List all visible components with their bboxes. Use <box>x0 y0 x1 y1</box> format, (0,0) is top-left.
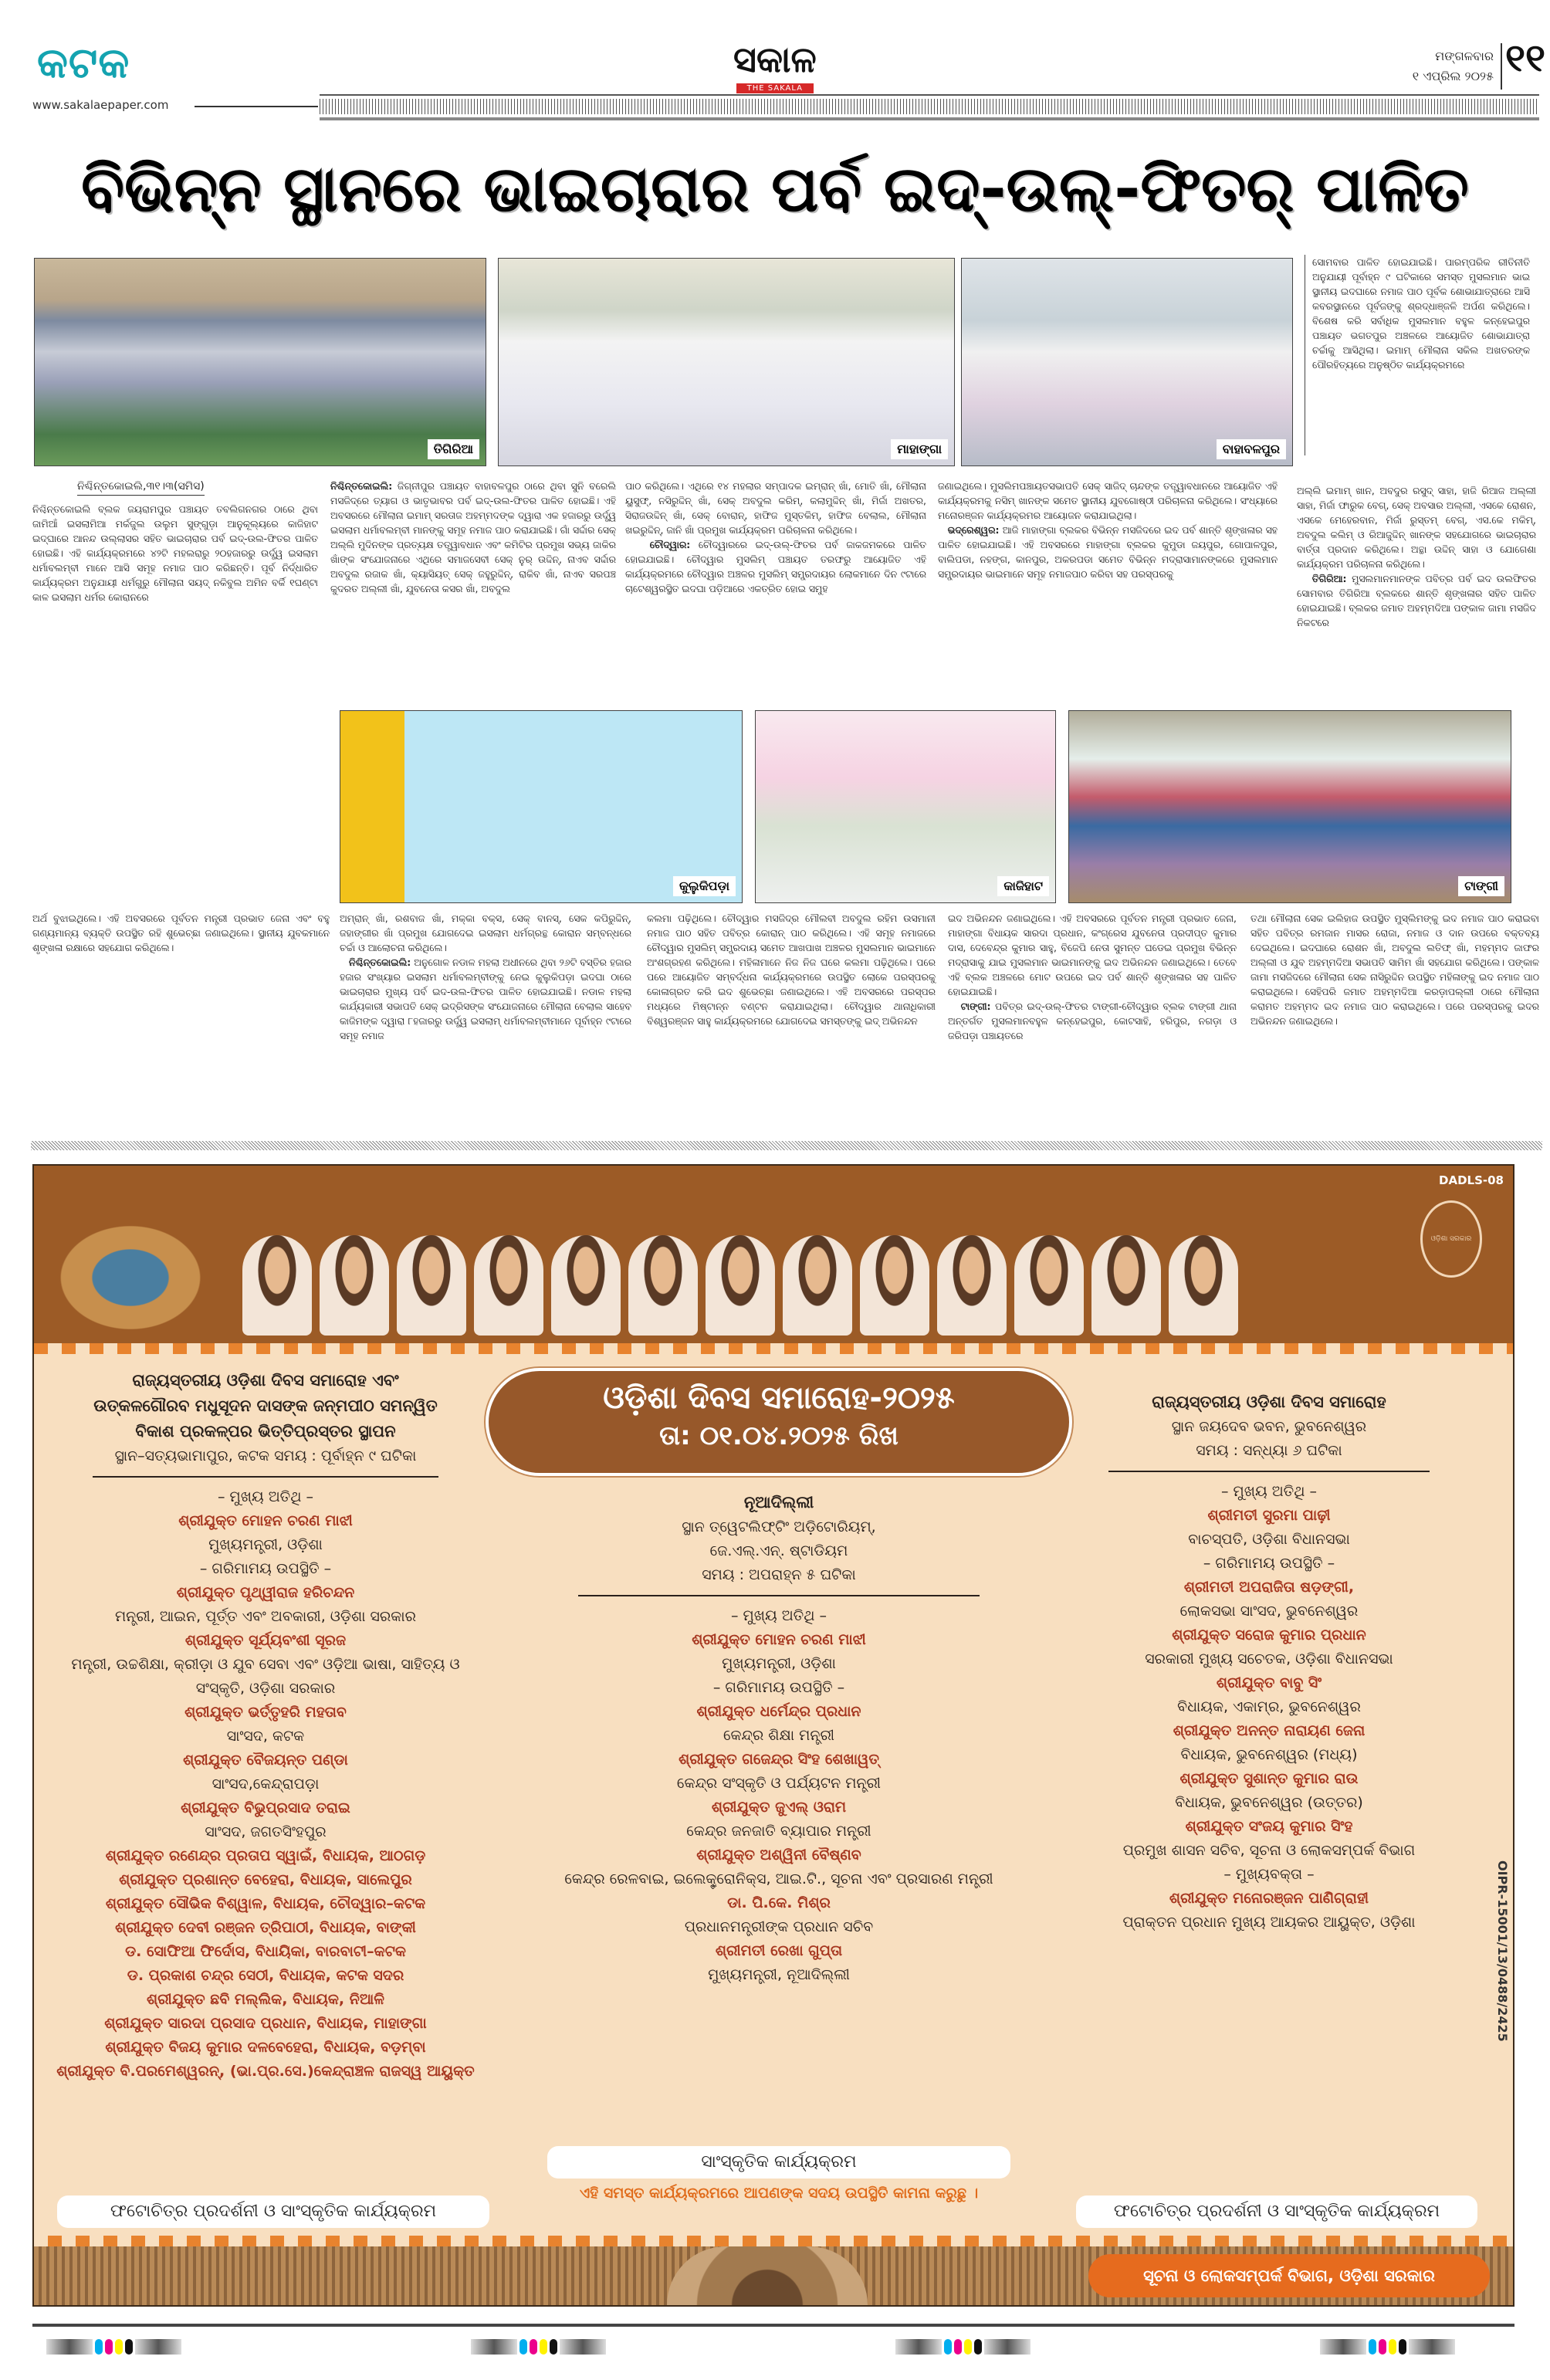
place-lead: ଭଦ୍ରେଶ୍ୱର: <box>947 524 1000 536</box>
event-heading: ରାଜ୍ୟସ୍ତରୀୟ ଓଡ଼ିଶା ଦିବସ ସମାରୋହ <box>1152 1393 1386 1411</box>
place-lead: ନିଶ୍ଚିନ୍ତକୋଇଲି: <box>349 956 411 968</box>
guest-name: ଶ୍ରୀଯୁକ୍ତ ଅଶ୍ୱିନୀ ବୈଷ୍ଣବ <box>696 1847 861 1864</box>
mla-entry: ଶ୍ରୀଯୁକ୍ତ ଦେବୀ ରଞ୍ଜନ ତ୍ରିପାଠୀ, ବିଧାୟକ, ବାଙ୍କୀ <box>115 1919 416 1936</box>
mla-entry: ଶ୍ରୀଯୁକ୍ତ ପ୍ରଶାନ୍ତ ବେହେରା, ବିଧାୟକ, ସାଲେପୁର <box>119 1871 412 1888</box>
guest-title: କେନ୍ଦ୍ର ସଂସ୍କୃତି ଓ ପର୍ଯ୍ୟଟନ ମନ୍ତ୍ରୀ <box>676 1775 882 1792</box>
guest-name: ଶ୍ରୀଯୁକ୍ତ ଅନନ୍ତ ନାରାୟଣ ଜେନା <box>1173 1722 1366 1739</box>
ad-code: DADLS-08 <box>1439 1173 1504 1187</box>
article-column: ସୋମବାର ପାଳିତ ହୋଇଯାଇଛି। ପାରମ୍ପରିକ ରୀତିନୀତି ଅନୁଯାୟୀ ପୂର୍ବାହ୍ନ ୯ ଘଟିକାରେ ସମସ୍ତ ମୁସଲମାନ ଭାଇ ସ୍ଥାନୀୟ ଇଦଘାରେ ନମାଜ ପାଠ ପୂର୍ବକ ଶୋଭାଯାତ୍ରାରେ ଆସି କବରସ୍ଥାନରେ ପୂର୍ବଜଙ୍କୁ ଶ୍ରଦ୍ଧାଞ୍ଜଳି ଅର୍ପଣ କରିଥିଲେ। ବିଶେଷ କରି ସର୍ବାଧିକ ମୁସଲମାନ ବହୁଳ କନ୍ହେଇପୁର ପଞ୍ଚାୟତ ଭଗତପୁର ଅଞ୍ଚଳରେ ଆୟୋଜିତ ଶୋଭାଯାତ୍ରା ଚର୍ଚ୍ଚାକୁ ଆସିଥିଲା। ଇମାମ୍ ମୌଲାନା ସକିଲ ଅଖତରଙ୍କ ପୌରହିତ୍ୟରେ ଅନୁଷ୍ଠିତ କାର୍ଯ୍ୟକ୍ରମରେ <box>1312 256 1530 371</box>
ornament-divider <box>578 1590 980 1601</box>
portrait-image <box>628 1235 698 1336</box>
chief-guest-title: ମୁଖ୍ୟମନ୍ତ୍ରୀ, ଓଡ଼ିଶା <box>722 1655 836 1672</box>
header-rule <box>320 94 1539 96</box>
guest-name: ଶ୍ରୀଯୁକ୍ତ ବିଭୁପ୍ରସାଦ ତରାଇ <box>181 1799 350 1816</box>
chief-guest-label: – ମୁଖ୍ୟ ଅତିଥି – <box>731 1607 827 1624</box>
portrait-image <box>1014 1235 1084 1336</box>
decorative-border <box>34 2236 1513 2246</box>
article-column <box>1297 483 1536 630</box>
guest-name: ଶ୍ରୀଯୁକ୍ତ ଭର୍ତ୍ତୃହରି ମହତାବ <box>184 1704 347 1721</box>
news-photo[interactable] <box>755 710 1056 903</box>
portrait-image <box>860 1235 929 1336</box>
photo-exhibition-label: ଫଟୋଚିତ୍ର ପ୍ରଦର୍ଶନୀ ଓ ସାଂସ୍କୃତିକ କାର୍ଯ୍ୟକ୍ରମ <box>57 2195 489 2228</box>
event-time: ସମୟ : ଅପରାହ୍ନ ୫ ଘଟିକା <box>702 1566 856 1583</box>
guest-name: ଶ୍ରୀଯୁକ୍ତ ଜୁଏଲ୍ ଓରାମ <box>711 1799 847 1816</box>
guest-name: ଶ୍ରୀଯୁକ୍ତ ଗଜେନ୍ଦ୍ର ସିଂହ ଶେଖାୱତ୍ <box>679 1751 879 1768</box>
article-column: କଲମା ପଢ଼ିଥିଲେ। ଚୌଦ୍ୱାର ମସଜିଦ୍‌ର ମୌଲବୀ ଅବଦୁଲ ରହିମ ଉସମାନୀ ନମାଜ ପାଠ ସହିତ ପବିତ୍ର କୋରାନ୍ ପାଠ କରିଥିଲେ। ଏହି ସମୂହ ନମାଜରେ ଚୌଦ୍ୱାର ମୁସଲିମ୍ ସମ୍ପ୍ରଦାୟ ସମେତ ଆଖପାଖ ଅଞ୍ଚଳର ମୁସଲମାନ ଭାଇମାନେ ଅଂଶଗ୍ରହଣ କରିଥିଲେ। ମହିଳାମାନେ ନିଜ ନିଜ ଘରେ କଲମା ପଢ଼ିଥିଲେ। ପରେ ପରେ ଆୟୋଜିତ ସମ୍ବର୍ଦ୍ଧନା କାର୍ଯ୍ୟକ୍ରମରେ ଉପସ୍ଥିତ ଲୋକେ ପରସ୍ପରକୁ କୋଳାଗ୍ରତ କରି ଇଦ ଶୁଭେଚ୍ଛା ଜଣାଇଥିଲେ। ଏହି ଅବସରରେ ପରସ୍ପର ମଧ୍ୟରେ ମିଷ୍ଟାନ୍ନ ବଣ୍ଟନ କରାଯାଇଥିଲା। ଚୌଦ୍ୱାର ଥାନାଧିକାରୀ ବିଶ୍ୱରଞ୍ଜନ ସାହୁ କାର୍ଯ୍ୟକ୍ରମରେ ଯୋଗଦେଇ ସମସ୍ତଙ୍କୁ ଇଦ୍ ଅଭିନନ୍ଦନ <box>647 912 936 1027</box>
chief-guest-name: ଶ୍ରୀଯୁକ୍ତ ମୋହନ ଚରଣ ମାଝୀ <box>178 1512 353 1529</box>
guest-title: ମନ୍ତ୍ରୀ, ଉଚ୍ଚଶିକ୍ଷା, କ୍ରୀଡ଼ା ଓ ଯୁବ ସେବା ଏବଂ ଓଡ଼ିଆ ଭାଷା, ସାହିତ୍ୟ ଓ ସଂସ୍କୃତି, ଓଡ଼ିଶା ସରକାର <box>71 1656 460 1697</box>
portrait-image <box>1169 1235 1238 1336</box>
column-text: ଜଣାଇଥିଲେ। ମୁସଲିମପଞ୍ଚାୟତସଭାପତି ସେକ୍ ସାଜିଦ୍ ଚାନ୍ଦଙ୍କ ତତ୍ତ୍ୱାବଧାନରେ ଆୟୋଜିତ ଏହି କାର୍ଯ୍ୟକ୍ରମକୁ ନସିମ୍ ଖାନଙ୍କ ସମେତ ସ୍ଥାନୀୟ ଯୁବଗୋଷ୍ଠୀ ପରିଚାଳନା କରିଥିଲେ। ସଂଧ୍ୟାରେ ମନୋରଞ୍ଜନ କାର୍ଯ୍ୟକ୍ରମର ଆୟୋଜନ କରାଯାଇଥିଲା। <box>938 480 1278 521</box>
logo-text: ସକାଳ <box>733 39 817 80</box>
emblem-text: ଓଡ଼ିଶା ସରକାର <box>1430 1235 1472 1243</box>
guest-name: ଶ୍ରୀଯୁକ୍ତ ସୂର୍ଯ୍ୟବଂଶୀ ସୂରଜ <box>184 1632 347 1649</box>
news-photo[interactable] <box>961 258 1293 466</box>
portrait-image <box>937 1235 1007 1336</box>
mla-entry: ଶ୍ରୀଯୁକ୍ତ ବି.ପରମେଶ୍ୱରନ୍, (ଭା.ପ୍ର.ସେ.)କେନ୍ଦ୍ରାଞ୍ଚଳ ରାଜସ୍ୱ ଆୟୁକ୍ତ <box>56 2063 475 2080</box>
venue: ଜେ.ଏଲ୍.ଏନ୍. ଷ୍ଟାଡିୟମ <box>709 1542 848 1559</box>
guest-name: ଡା. ପି.କେ. ମିଶ୍ର <box>727 1894 831 1911</box>
guest-title: ସରକାରୀ ମୁଖ୍ୟ ସଚେତକ, ଓଡ଼ିଶା ବିଧାନସଭା <box>1145 1650 1393 1667</box>
portrait-image <box>474 1235 543 1336</box>
release-code: OIPR-15001/13/0488/2425 <box>1495 1860 1510 2042</box>
photo-caption: କୁଲୁକିପଡ଼ା <box>673 876 736 896</box>
speaker-name: ଶ୍ରୀଯୁକ୍ତ ମନୋରଞ୍ଜନ ପାଣିଗ୍ରାହୀ <box>1169 1890 1369 1907</box>
article-column <box>948 911 1237 1043</box>
guest-title: କେନ୍ଦ୍ର ଶିକ୍ଷା ମନ୍ତ୍ରୀ <box>723 1727 835 1744</box>
color-registration-mark <box>895 2339 1031 2355</box>
photo-caption: ତିଗିରିଆ <box>428 439 479 459</box>
chief-guest-title: ବାଚସ୍ପତି, ଓଡ଼ିଶା ବିଧାନସଭା <box>1188 1531 1350 1548</box>
column-text: ପାଠ କରିଥିଲେ। ଏଥିରେ ୧୪ ମହଲାର ସମ୍ପାଦକ ଇମ୍ରାନ୍ ଖାଁ, ମୋତି ଖାଁ, ମୌଲାନା ୟୁସୁଫ୍, ନସିରୁଦ୍ଦିନ୍ ଖାଁ, ସେକ୍ ଅବଦୁଲ କରିମ୍, କଲାମୁଦ୍ଦିନ୍ ଖାଁ, ମିର୍ଜା ଅଖତର, ସିରାଜଉଦ୍ଦିନ୍ ଖାଁ, ସେକ୍ ବୋରାନ୍, ହାଫିଜ ମୁସ୍ତକିମ୍, ହାଫିଜ ବେଲାଲ, ମୌଲାନା ଖଇରୁଦ୍ଦିନ୍, ଜାନି ଖାଁ ପ୍ରମୁଖ କାର୍ଯ୍ୟକ୍ରମ ପରିଚାଳନା କରିଥିଲେ। <box>625 480 926 536</box>
portrait-image <box>242 1235 312 1336</box>
guests-label: – ଗରିମାମୟ ଉପସ୍ଥିତି – <box>712 1679 845 1696</box>
guest-name: ଶ୍ରୀମତୀ ରେଖା ଗୁପ୍ତା <box>715 1942 843 1959</box>
place-lead: ତିଗିରିଆ: <box>1311 573 1347 584</box>
photo-exhibition-label: ଫଟୋଚିତ୍ର ପ୍ରଦର୍ଶନୀ ଓ ସାଂସ୍କୃତିକ କାର୍ଯ୍ୟକ୍ରମ <box>1076 2195 1477 2228</box>
column-text: ଜିଗ୍ନୀପୁର ପଞ୍ଚାୟତ ବାହାବଳପୁର ଠାରେ ଥିବା ସୁନି ବରେଲି ମସଜିଦ୍‌ରେ ତ୍ୟାଗ ଓ ଭାତୃଭାବର ପର୍ବ ଇଦ୍-ଉଲ-ଫିତର ପାଳିତ ହୋଇଛି। ଏହି ଅବସରରେ ମୌଲାନା ଇମାମ୍ ସରତାଜ ଅହମ୍ମଦଙ୍କ ଦ୍ୱାରା ଏକ ହଜାରରୁ ଉର୍ଦ୍ଧ୍ୱ ଇସଲାମ ଧର୍ମାବଲମ୍ବୀ ମାନଙ୍କୁ ସମୂହ ନମାଜ ପାଠ କରାଯାଇଛି। ଗାଁ ସର୍ଦ୍ଦାର ସେକ୍ ଅଲ୍ଲି ମୁଦିନଙ୍କ ପ୍ରତ୍ୟକ୍ଷ ତତ୍ତ୍ୱାବଧାନ ଏବଂ କମିଟିର ପ୍ରମୁଖ ସଭ୍ୟ ଜାକିର ଖାଁଙ୍କ ସଂଯୋଜନାରେ ଏଥିରେ ସମାଜସେବୀ ସେକ୍ ନୁର୍ ଉଦ୍ଦିନ୍, ନାଏବ ସର୍ଦ୍ଦାର ଅବଦୁଲ ରଜାକ ଖାଁ, କ୍ୟାସିୟତ୍ ସେକ୍ ଜହୁରୁଦ୍ଦିନ୍, ରାକିବ ଖାଁ, ନାଏବ ସରପଞ୍ଚ କୁଦରତ ଅଲ୍ଲୀ ଖାଁ, ଯୁବନେତା କସର ଖାଁ, ଅବଦୁଲ <box>330 480 616 594</box>
guest-title: ଲୋକସଭା ସାଂସଦ, ଭୁବନେଶ୍ୱର <box>1179 1603 1359 1620</box>
portrait-image <box>706 1235 775 1336</box>
section-divider <box>31 1141 1542 1150</box>
portrait-image <box>551 1235 621 1336</box>
speaker-label: – ମୁଖ୍ୟବକ୍ତା – <box>1223 1866 1315 1883</box>
column-text: ପବିତ୍ର ଇଦ୍-ଉଲ୍-ଫିତର ଟାଙ୍ଗୀ-ଚୌଦ୍ୱାର ବ୍ଲକ ଟାଙ୍ଗୀ ଥାନା ଅନ୍ତର୍ଗତ ମୁସଲମାନବହୁଳ କନ୍ହେଇପୁର, କୋଟସାହି, ହରିପୁର, ନଗଡ଼ା ଓ ଜରିପଡ଼ା ପଞ୍ଚାୟତରେ <box>948 1000 1237 1041</box>
chief-guest-title: ମୁଖ୍ୟମନ୍ତ୍ରୀ, ଓଡ଼ିଶା <box>208 1536 323 1553</box>
event-title: ଓଡ଼ିଶା ଦିବସ ସମାରୋହ-୨୦୨୫ <box>603 1380 955 1416</box>
section-name: କଟକ <box>37 39 130 87</box>
chief-guest-name: ଶ୍ରୀଯୁକ୍ତ ମୋହନ ଚରଣ ମାଝୀ <box>692 1631 866 1648</box>
photo-caption: କାଜିହାଟ <box>997 876 1049 896</box>
dateline: ନିଶ୍ଚିନ୍ତକୋଇଲି,୩୧।୩(ସମିସ) <box>77 480 205 496</box>
guest-title: ସାଂସଦ, କଟକ <box>226 1728 305 1745</box>
logo-tagline: THE SAKALA <box>736 83 814 93</box>
department-name: ସୂଚନା ଓ ଲୋକସମ୍ପର୍କ ବିଭାଗ, ଓଡ଼ିଶା ସରକାର <box>1088 2254 1490 2297</box>
color-registration-mark <box>46 2339 181 2355</box>
event-time: ସମୟ : ସନ୍ଧ୍ୟା ୬ ଘଟିକା <box>1196 1442 1342 1459</box>
konark-wheel-icon <box>667 2246 868 2305</box>
guest-title: କେନ୍ଦ୍ର ରେଳବାଇ, ଇଲେକ୍ଟ୍ରୋନିକ୍ସ, ଆଇ.ଟି., ସୂଚନା ଏବଂ ପ୍ରସାରଣ ମନ୍ତ୍ରୀ <box>564 1870 993 1887</box>
guest-title: ପ୍ରମୁଖ ଶାସନ ସଚିବ, ସୂଚନା ଓ ଲୋକସମ୍ପର୍କ ବିଭାଗ <box>1122 1842 1416 1859</box>
guest-title: ବିଧାୟକ, ଏକାମ୍ର, ଭୁବନେଶ୍ୱର <box>1177 1698 1361 1715</box>
column-text: ମୁସଲମାନମାନଙ୍କ ପବିତ୍ର ପର୍ବ ଇଦ ଉଲଫିତର ସୋମବାର ତିଗିରିଆ ବ୍ଲକରେ ଶାନ୍ତି ଶୃଙ୍ଖଳାର ସହିତ ପାଳିତ ହୋଇଯାଇଛି। ବ୍ଲକର ଜମାତ ଅହମ୍ମଦିଆ ପଙ୍କାଳ ଜାମା ମସଜିଦ ନିକଟରେ <box>1297 573 1536 628</box>
header-pattern <box>320 99 1539 114</box>
article-column <box>340 911 631 1043</box>
article-column: ତଥା ମୌଲାନା ସେକ ଇଲିହାଜ ଉପସ୍ଥିତ ମୁସ୍ଲିମଙ୍କୁ ଇଦ ନମାଜ ପାଠ କରାଇବା ସହିତ ପବିତ୍ର ରମଜାନ ମାସର ରୋଜା, ନମାଜ ଓ ଦାନ ଉପରେ ବକ୍ତବ୍ୟ ଦେଇଥିଲେ। ଇଦଘାରେ ରୋଶନ ଖାଁ, ଅବଦୁଲ ଲତିଫ୍ ଖାଁ, ମହମ୍ମଦ ଜାଫର ଅଲ୍ଲୀ ଓ ଯୁବ ଅହମ୍ମଦିଆ ସଭାପତି ସାମିମ ଖାଁ ସହଯୋଗ କରିଥିଲେ। ପଙ୍କାଳ ଜାମା ମସଜିଦରେ ମୌଲାନା ସେକ ନାସିରୁଦ୍ଦିନ ଉପସ୍ଥିତ ମହିଳାଙ୍କୁ ଇଦ ନମାଜ ପାଠ କରାଇଥିଲେ। ସେହିପରି ଜମାତ ଅହମ୍ମଦିଆ କରଡ଼ାପଲ୍ଲୀ ଠାରେ ମୌଲାନା କରାମତ ଅହମ୍ମଦ ଇଦ ନମାଜ ପାଠ କରାଇଥିଲେ। ପରେ ପରସ୍ପରକୁ ଇଦର ଅଭିନନ୍ଦନ ଜଣାଇଥିଲେ। <box>1250 912 1539 1027</box>
chief-guest-name: ଶ୍ରୀମତୀ ସୁରମା ପାଢ଼ୀ <box>1207 1507 1331 1524</box>
guest-name: ଶ୍ରୀଯୁକ୍ତ ସଂଜୟ କୁମାର ସିଂହ <box>1185 1818 1353 1835</box>
date: ୧ ଏପ୍ରିଲ ୨୦୨୫ <box>1412 69 1494 83</box>
column-text: ଅନୁଗୋଳ ନଡାଳ ମହଲା ଅଧୀନରେ ଥିବା ୨୬ଟି ବସ୍ତିର ହଜାର ହଜାର ସଂଖ୍ୟାର ଇସଲାମ ଧର୍ମାବଲମ୍ବୀଙ୍କୁ ନେଇ କୁଲୁକିପଡ଼ା ଇଦଘା ଠାରେ ଭାଇଚାରାର ମୁଖ୍ୟ ପର୍ବ ଇଦ-ଉଲ-ଫିତର ପାଳିତ ହୋଇଯାଇଛି। ନଡାଳ ମହଲା କାର୍ଯ୍ୟକାରୀ ସଭାପତି ସେକ୍ ଇଦ୍ରିସଙ୍କ ସଂଯୋଜନାରେ ମୌଲାନା ବେଲାଲ ସାହେବ କାଜିମଙ୍କ ଦ୍ୱାରା ୮ହଜାରରୁ ଉର୍ଦ୍ଧ୍ୱ ଇସଲାମ୍ ଧର୍ମାବଲମ୍ବୀମାନେ ପୂର୍ବାହ୍ନ ୯ଟାରେ ସମୂହ ନମାଜ <box>340 956 631 1041</box>
mla-entry: ଶ୍ରୀଯୁକ୍ତ ରଣେନ୍ଦ୍ର ପ୍ରତାପ ସ୍ୱାଇଁ, ବିଧାୟକ, ଆଠଗଡ଼ <box>105 1847 426 1864</box>
article-column: ନିଶ୍ଚିନ୍ତକୋଇଲି ବ୍ଲକ ଜୟରାମପୁର ପଞ୍ଚାୟତ ତବଲିଗନଗର ଠାରେ ଥିବା ଜାମିଆଁ ଇସଲାମିଆ ମର୍କଜୁଲ ଉଲୁମ ସୁଙ୍ଗୁଡ଼ା ଆନୁକୂଲ୍ୟରେ କାଜିହାଟ ଇଦ୍‌ଘାରେ ଆନନ୍ଦ ଉଲ୍ଲାସର ସହିତ ଭାଇଚାରାର ପର୍ବ ଇଦ୍-ଉଲ-ଫିତର ପାଳିତ ହୋଇଛି। ଏହି କାର୍ଯ୍ୟକ୍ରମରେ ୪୨ଟି ମହଲରାରୁ ୨୦ହଜାରରୁ ଉର୍ଦ୍ଧ୍ୱ ଇସଲାମ ଧର୍ମାବଲମ୍ବୀ ମାନେ ଆସି ସମୂହ ନମାଜ ପାଠ କରିଛନ୍ତି। ପୂର୍ବ ନିର୍ଦ୍ଧାରିତ କାର୍ଯ୍ୟକ୍ରମ ଅନୁଯାୟୀ ଧର୍ମଗୁରୁ ମୌଲାନା ସୟଦ୍ ନକିବୁଲ ଅମିନ ବର୍କି ୧ଘଣ୍ଟା କାଳ ଇସଲାମ ଧର୍ମର କୋରାନରେ <box>32 503 318 603</box>
event-heading: ଉତ୍କଳଗୌରବ ମଧୁସୂଦନ ଦାସଙ୍କ ଜନ୍ମପୀଠ ସମନ୍ୱିତ <box>93 1397 438 1415</box>
guest-title: ବିଧାୟକ, ଭୁବନେଶ୍ୱର (ମଧ୍ୟ) <box>1180 1746 1358 1763</box>
photo-caption: ମାହାଙ୍ଗା <box>891 439 948 459</box>
event-heading: ବିକାଶ ପ୍ରକଳ୍ପର ଭିତ୍ତିପ୍ରସ୍ତର ସ୍ଥାପନ <box>135 1422 396 1441</box>
mla-entry: ଶ୍ରୀଯୁକ୍ତ ସାରଦା ପ୍ରସାଦ ପ୍ରଧାନ, ବିଧାୟକ, ମାହାଙ୍ଗା <box>104 2015 427 2032</box>
mla-entry: ଶ୍ରୀଯୁକ୍ତ ଛବି ମଲ୍ଲିକ, ବିଧାୟକ, ନିଆଳି <box>147 1991 384 2008</box>
color-registration-mark <box>471 2339 606 2355</box>
ad-column-delhi <box>528 1490 1030 1987</box>
photo-caption: ବାହାବଳପୁର <box>1217 439 1286 459</box>
guest-title: ମୁଖ୍ୟମନ୍ତ୍ରୀ, ନୂଆଦିଲ୍ଲୀ <box>708 1966 850 1983</box>
guests-label: – ଗରିମାମୟ ଉପସ୍ଥିତି – <box>199 1560 332 1577</box>
event-city: ନୂଆଦିଲ୍ଲୀ <box>743 1493 814 1512</box>
venue: ସ୍ଥାନ ଜୟଦେବ ଭବନ, ଭୁବନେଶ୍ୱର <box>1171 1418 1367 1435</box>
venue: ସ୍ଥାନ ତ୍ୱେଟଲିଫ୍ଟିଂ ଅଡ଼ିଟୋରିୟମ୍, <box>682 1518 876 1535</box>
column-text: ଅଲ୍ଲି ଇମାମ୍ ଖାନ, ଅବଦୁର ରସୁଦ୍ ସାହା, ହାଜି ରିଆଜ ଅଲ୍ଲୀ ସାହା, ମିର୍ଜା ଫାରୁକ ବେଗ୍, ସେକ୍ ଅବସାର ଅଲ୍ଲୀ, ଏସକେ ରୋଶନ, ଏସକେ ମେହେରବାନ, ମିର୍ଜା ରୁସ୍ତମ୍ ବେଗ୍, ଏସ.କେ ମକିମ୍, ଅବଦୁଲ କଲିମ୍ ଓ ରିଆଜୁଦ୍ଦିନ୍ ଖାନଙ୍କ ସହଯୋଗରେ ଭାଇଚାରାର ବାର୍ତ୍ତା ପ୍ରଦାନ କରିଥିଲେ। ଅନ୍ଥା ଉଦ୍ଦିନ୍ ସାହା ଓ ଯୋଗେଶା କାର୍ଯ୍ୟକ୍ରମ ପରିଚାଳନା କରିଥିଲେ। <box>1297 485 1536 570</box>
guest-title: ବିଧାୟକ, ଭୁବନେଶ୍ୱର (ଉତ୍ତର) <box>1175 1794 1363 1811</box>
cultural-program-label: ସାଂସ୍କୃତିକ କାର୍ଯ୍ୟକ୍ରମ <box>547 2146 1010 2179</box>
ornament-divider <box>93 1471 438 1482</box>
photo-caption: ଟାଙ୍ଗୀ <box>1458 876 1504 896</box>
weekday: ମଙ୍ଗଳବାର <box>1435 49 1494 63</box>
guest-title: ସାଂସଦ,କେନ୍ଦ୍ରାପଡ଼ା <box>212 1776 320 1793</box>
divider <box>195 106 318 107</box>
guest-name: ଶ୍ରୀଯୁକ୍ତ ବୈଜୟନ୍ତ ପଣ୍ଡା <box>183 1752 348 1769</box>
chief-guest-label: – ମୁଖ୍ୟ ଅତିଥି – <box>218 1488 313 1505</box>
ad-column-cuttack <box>49 1368 482 2084</box>
header-rule <box>320 117 1539 120</box>
guest-title: ମନ୍ତ୍ରୀ, ଆଇନ, ପୂର୍ତ୍ତ ଏବଂ ଅବକାରୀ, ଓଡ଼ିଶା ସରକାର <box>114 1608 417 1625</box>
portrait-image <box>320 1235 389 1336</box>
odisha-emblem-icon <box>1420 1200 1482 1278</box>
portrait-image <box>1091 1235 1161 1336</box>
chief-guest-label: – ମୁଖ୍ୟ ଅତିଥି – <box>1221 1483 1317 1500</box>
article-column <box>625 479 926 596</box>
mla-entry: ଶ୍ରୀଯୁକ୍ତ ସୌଭିକ ବିଶ୍ୱାଳ, ବିଧାୟକ, ଚୌଦ୍ୱାର–କଟକ <box>105 1895 426 1912</box>
news-photo[interactable] <box>1068 710 1511 903</box>
event-title-banner <box>486 1368 1072 1476</box>
event-date: ତା: ୦୧.୦୪.୨୦୨୫ ରିଖ <box>659 1420 899 1451</box>
decorative-border <box>34 1343 1513 1354</box>
ornament-divider <box>1108 1466 1430 1477</box>
guest-name: ଶ୍ରୀଯୁକ୍ତ ସୁଶାନ୍ତ କୁମାର ରାଉ <box>1179 1770 1359 1787</box>
color-registration-mark <box>1320 2339 1455 2355</box>
column-text: ଚୌଦ୍ୱାରରେ ଇଦ୍-ଉଲ୍-ଫିତର ପର୍ବ ଜାକଜମକରେ ପାଳିତ ହୋଇଯାଇଛି। ଚୌଦ୍ୱାର ମୁସଲିମ୍ ପଞ୍ଚାୟତ ତରଫରୁ ଆୟୋଜିତ ଏହି କାର୍ଯ୍ୟକ୍ରମରେ ଚୌଦ୍ୱାର ଅଞ୍ଚଳର ମୁସଲିମ୍ ସମ୍ପ୍ରଦାୟର ଲୋକମାନେ ଦିନ ୯ଟାରେ ଚାଟେଶ୍ୱରସ୍ଥିତ ଇଦଘା ପଡ଼ିଆରେ ଏକତ୍ରିତ ହୋଇ ସମୁହ <box>625 539 926 594</box>
invitation-text: ଏହି ସମସ୍ତ କାର୍ଯ୍ୟକ୍ରମରେ ଆପଣଙ୍କ ସଦୟ ଉପସ୍ଥିତି କାମନା କରୁଛୁ । <box>579 2185 979 2202</box>
headline: ବିଭିନ୍ନ ସ୍ଥାନରେ ଭାଇଚାରାର ପର୍ବ ଇଦ୍-ଉଲ୍-ଫିତର୍ ପାଳିତ <box>81 153 1469 226</box>
news-photo[interactable] <box>340 710 743 903</box>
column-text: ଇଦ ଅଭିନନ୍ଦନ ଜଣାଇଥିଲେ। ଏହି ଅବସରରେ ପୂର୍ବତନ ମନ୍ତ୍ରୀ ପ୍ରଭାତ ଜେନା, ମାହାଙ୍ଗା ବିଧାୟକ ସାରଦା ପ୍ରଧାନ, କଂଗ୍ରେସ ଯୁବନେତା ପ୍ରଦୀପ୍ତ କୁମାର ଦାସ, ଦେବେନ୍ଦ୍ର କୁମାର ସାହୁ, ବିଜେପି ନେତା ସୁମନ୍ତ ଘଡେଇ ପ୍ରମୁଖ ବିଭିନ୍ନ ମଦ୍ରାସାକୁ ଯାଇ ମୁସଲମାନ ଭାଇମାନଙ୍କୁ ଇଦ ଅଭିନନ୍ଦନ ଜଣାଇଥିଲେ। ତେବେ ଏହି ବ୍ଲକ ଅଞ୍ଚଳରେ ମୋଟ ଉପରେ ଇଦ ପର୍ବ ଶାନ୍ତି ଶୃଙ୍ଖଳାର ସହ ପାଳିତ ହୋଇଯାଇଛି। <box>948 912 1237 997</box>
guest-title: କେନ୍ଦ୍ର ଜନଜାତି ବ୍ୟାପାର ମନ୍ତ୍ରୀ <box>686 1823 871 1840</box>
mla-entry: ଶ୍ରୀଯୁକ୍ତ ବିଜୟ କୁମାର ଦଳବେହେରା, ବିଧାୟକ, ବଡ଼ମ୍ବା <box>105 2039 426 2056</box>
news-photo[interactable] <box>498 258 955 466</box>
ad-column-bhubaneswar <box>1068 1390 1470 1935</box>
guest-name: ଶ୍ରୀଯୁକ୍ତ ଧର୍ମେନ୍ଦ୍ର ପ୍ରଧାନ <box>696 1703 861 1720</box>
website-url[interactable]: www.sakalaepaper.com <box>32 98 169 112</box>
news-photo[interactable] <box>34 258 486 466</box>
guest-name: ଶ୍ରୀଯୁକ୍ତ ପୃଥ୍ୱୀରାଜ ହରିଚନ୍ଦନ <box>176 1584 355 1601</box>
ad-banner <box>34 1166 1513 1343</box>
article-column <box>330 479 616 596</box>
footer-rule <box>32 2324 1514 2327</box>
place-lead: ଟାଙ୍ଗୀ: <box>960 1000 991 1012</box>
page-number: ୧୧ <box>1505 36 1546 80</box>
article-column: ଅର୍ଥ ବୁଝାଇଥିଲେ। ଏହି ଅବସରରେ ପୂର୍ବତନ ମନ୍ତ୍ରୀ ପ୍ରଭାତ ଜେନା ଏବଂ ବହୁ ଗଣ୍ୟମାନ୍ୟ ବ୍ୟକ୍ତି ଉପସ୍ଥିତ ରହି ଶୁଭେଚ୍ଛା ଜଣାଇଥିଲେ। ସ୍ଥାନୀୟ ଯୁବକମାନେ ଶୃଙ୍ଖଳା ରକ୍ଷାରେ ସହଯୋଗ କରିଥିଲେ। <box>32 912 330 953</box>
guests-label: – ଗରିମାମୟ ଉପସ୍ଥିତି – <box>1203 1555 1335 1572</box>
newspaper-logo <box>733 40 817 93</box>
event-heading: ରାଜ୍ୟସ୍ତରୀୟ ଓଡ଼ିଶା ଦିବସ ସମାରୋହ ଏବଂ <box>132 1371 399 1390</box>
column-text: ଅମ୍ରାନ୍ ଖାଁ, ରଶବାଜ ଖାଁ, ମକ୍କା ବକ୍ସ, ସେକ୍ ବାନସ୍, ସେକ କପିରୁଦ୍ଦିନ୍, ଜହାଙ୍ଗୀର ଖାଁ ପ୍ରମୁଖ ଯୋଗଦେଇ ଇସଲାମ ଧର୍ମଗ୍ରନ୍ଥ କୋରାନ ସମ୍ବନ୍ଧରେ ଚର୍ଚ୍ଚା ଓ ଆଲୋଚନା କରିଥିଲେ। <box>340 912 631 953</box>
venue: ସ୍ଥାନ–ସତ୍ୟଭାମାପୁର, କଟକ ସମୟ : ପୂର୍ବାହ୍ନ ୯ ଘଟିକା <box>114 1447 417 1464</box>
article-column <box>938 479 1278 581</box>
place-lead: ନିଶ୍ଚିନ୍ତକୋଇଲି: <box>330 480 393 492</box>
guest-title: ପ୍ରଧାନମନ୍ତ୍ରୀଙ୍କ ପ୍ରଧାନ ସଚିବ <box>684 1918 874 1935</box>
government-advertisement[interactable] <box>32 1164 1514 2307</box>
portrait-row <box>242 1235 1238 1336</box>
guest-name: ଶ୍ରୀଯୁକ୍ତ ସରୋଜ କୁମାର ପ୍ରଧାନ <box>1172 1627 1366 1644</box>
place-lead: ଚୌଦ୍ୱାର: <box>649 539 691 550</box>
portrait-image <box>783 1235 852 1336</box>
column-text: ଆଜି ମାହାଙ୍ଗା ବ୍ଲକର ବିଭିନ୍ନ ମସଜିଦରେ ଇଦ ପର୍ବ ଶାନ୍ତି ଶୃଙ୍ଖଳାର ସହ ପାଳିତ ହୋଇଯାଇଛି। ଏହି ଅବସରରେ ମାହାଙ୍ଗା ବ୍ଲକର କୁମୁଡା ଜୟପୁର, ଗୋପାଳପୁର, ବାଲିପଡା, ନହଙ୍ଗ, କାନପୁର, ଅକରପଡା ସମେତ ବିଭିନ୍ନ ମଦ୍ରାସାମାନଙ୍କରେ ମୁସଲମାନ ସମ୍ପ୍ରଦାୟର ଭାଇମାନେ ସମୂହ ନମାଜପାଠ କରିବା ସହ ପରସ୍ପରକୁ <box>938 524 1278 580</box>
guest-title: ସାଂସଦ, ଜଗତସିଂହପୁର <box>205 1823 327 1840</box>
guest-name: ଶ୍ରୀମତୀ ଅପରାଜିତା ଷଡ଼ଙ୍ଗୀ, <box>1183 1579 1355 1596</box>
mla-entry: ଡ. ପ୍ରକାଶ ଚନ୍ଦ୍ର ସେଠୀ, ବିଧାୟକ, କଟକ ସଦର <box>127 1967 404 1984</box>
portrait-image <box>397 1235 466 1336</box>
mla-entry: ଡ. ସୋଫିଆ ଫିର୍ଦୋସ, ବିଧାୟିକା, ବାରବାଟୀ–କଟକ <box>125 1943 406 1960</box>
issue-date <box>1382 46 1494 86</box>
speaker-title: ପ୍ରାକ୍ତନ ପ୍ରଧାନ ମୁଖ୍ୟ ଆୟକର ଆୟୁକ୍ତ, ଓଡ଼ିଶା <box>1122 1914 1416 1931</box>
guest-name: ଶ୍ରୀଯୁକ୍ତ ବାବୁ ସିଂ <box>1216 1674 1322 1691</box>
divider <box>1501 43 1502 90</box>
odisha-map-image <box>42 1212 219 1343</box>
